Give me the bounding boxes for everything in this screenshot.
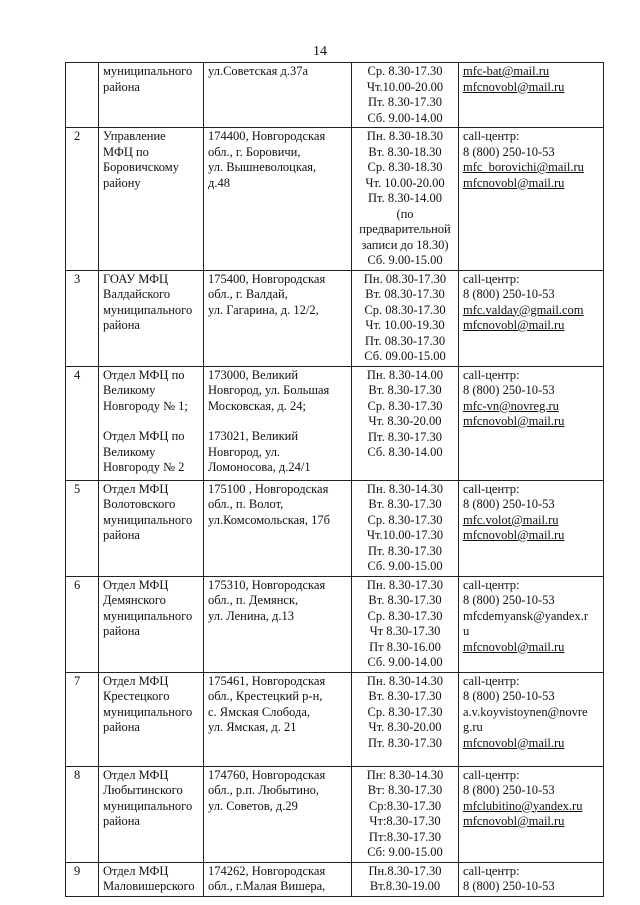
- contact-line[interactable]: mfclubitino@yandex.ru: [463, 798, 583, 813]
- hours-line: Ср. 8.30-18.30: [367, 160, 443, 174]
- address-line: 174262, Новгородская: [208, 863, 326, 878]
- contact-line[interactable]: mfcnovobl@mail.ru: [463, 639, 565, 654]
- contact-line[interactable]: mfc-bat@mail.ru: [463, 64, 550, 78]
- table-row: [66, 63, 604, 128]
- hours-line: Вт. 8.30-17.30: [368, 689, 442, 703]
- hours-line: Вт. 8.30-18.30: [368, 144, 442, 159]
- hours-cell: [352, 480, 459, 576]
- hours-cell: [352, 63, 459, 128]
- office-name-line: муниципального: [103, 512, 193, 527]
- hours-line: Чт:8.30-17.30: [369, 814, 441, 828]
- office-name-line: района: [103, 318, 140, 332]
- contact-line: call-центр:: [463, 367, 520, 382]
- hours-line: Пт. 8.30-17.30: [368, 735, 442, 750]
- office-name-cell: [99, 766, 204, 862]
- table-row: [66, 270, 604, 366]
- contacts-cell: [459, 128, 604, 271]
- contact-line: call-центр:: [463, 129, 520, 143]
- contact-line: 8 (800) 250-10-53: [463, 689, 555, 703]
- contact-line: call-центр:: [463, 271, 520, 286]
- address-line: 175100 , Новгородская: [208, 481, 329, 496]
- office-name-line: района: [103, 528, 140, 542]
- office-name-line: района: [103, 720, 140, 734]
- office-name-line: Отдел МФЦ: [103, 673, 169, 688]
- table-body: [66, 63, 604, 897]
- address-line: 173000, Великий: [208, 367, 299, 382]
- contact-line: 8 (800) 250-10-53: [463, 497, 555, 511]
- office-name-cell: [99, 672, 204, 766]
- row-number: 7: [66, 672, 99, 766]
- address-line: 174400, Новгородская: [208, 129, 326, 143]
- hours-line: Вт. 8.30-17.30: [368, 593, 442, 607]
- row-number: 4: [66, 366, 99, 480]
- contact-line[interactable]: mfc_borovichi@mail.ru: [463, 160, 584, 174]
- address-cell: [204, 480, 352, 576]
- table-row: [66, 576, 604, 672]
- office-name-line: Отдел МФЦ: [103, 577, 169, 592]
- hours-line: Сб. 9.00-15.00: [367, 559, 443, 573]
- table-row: [66, 480, 604, 576]
- address-line: ул. Вышневолоцкая,: [208, 160, 317, 174]
- hours-line: Сб. 9.00-14.00: [367, 110, 443, 125]
- office-name-line: Новгороду № 2: [103, 460, 185, 474]
- address-line: обл., п. Демянск,: [208, 593, 299, 607]
- spacer: [208, 414, 347, 429]
- office-name-line: Отдел МФЦ: [103, 481, 169, 496]
- office-name-line: Любытинского: [103, 783, 183, 797]
- address-cell: [204, 128, 352, 271]
- address-line: 175400, Новгородская: [208, 271, 326, 286]
- contacts-cell: [459, 270, 604, 366]
- address-line: ул. Гагарина, д. 12/2,: [208, 302, 319, 317]
- row-number: 8: [66, 766, 99, 862]
- row-number: 6: [66, 576, 99, 672]
- contact-line[interactable]: mfcnovobl@mail.ru: [463, 814, 565, 828]
- office-name-line: муниципального: [103, 608, 193, 623]
- address-line: с. Ямская Слобода,: [208, 704, 311, 719]
- office-name-cell: [99, 480, 204, 576]
- row-number: 5: [66, 480, 99, 576]
- hours-line: Пн. 8.30-18.30: [366, 129, 444, 143]
- address-line: 173021, Великий: [208, 429, 299, 443]
- address-line: ул.Комсомольская, 17б: [208, 512, 331, 527]
- hours-line: Ср. 8.30-17.30: [367, 704, 443, 719]
- hours-line: Вт.8.30-19.00: [369, 879, 441, 893]
- address-cell: [204, 862, 352, 896]
- hours-line: Чт.10.00-20.00: [366, 79, 444, 94]
- office-name-line: МФЦ по: [103, 144, 149, 159]
- hours-line: Чт. 10.00-20.00: [365, 175, 445, 190]
- address-line: ул. Ямская, д. 21: [208, 720, 297, 734]
- office-name-line: Волотовского: [103, 497, 176, 511]
- hours-line: Ср. 8.30-17.30: [367, 398, 443, 413]
- office-name-line: муниципального: [103, 302, 193, 317]
- office-name-line: Маловишерского: [103, 879, 195, 893]
- address-cell: [204, 270, 352, 366]
- contact-line: mfcdemyansk@yandex.r: [463, 608, 589, 623]
- hours-cell: [352, 576, 459, 672]
- page-number: 14: [313, 44, 327, 59]
- hours-line: Чт 8.30-17.30: [369, 624, 441, 638]
- table-row: [66, 862, 604, 896]
- hours-line: Пн: 8.30-14.30: [366, 767, 444, 782]
- address-line: ул.Советская д.37а: [208, 64, 309, 78]
- hours-line: Ср. 8.30-17.30: [367, 608, 443, 623]
- address-cell: [204, 366, 352, 480]
- hours-line: записи до 18.30): [361, 237, 449, 252]
- office-name-line: муниципального: [103, 704, 193, 719]
- hours-line: Пт. 8.30-17.30: [368, 429, 442, 444]
- address-line: 175310, Новгородская: [208, 577, 326, 592]
- table-row: [66, 766, 604, 862]
- hours-line: Ср. 8.30-17.30: [367, 64, 443, 78]
- office-name-line: Великому: [103, 383, 156, 397]
- hours-line: Сб: 9.00-15.00: [367, 845, 443, 859]
- contacts-cell: [459, 862, 604, 896]
- address-line: обл., г. Боровичи,: [208, 144, 301, 159]
- office-name-cell: [99, 63, 204, 128]
- contacts-cell: [459, 766, 604, 862]
- hours-line: Пн. 8.30-14.00: [366, 367, 444, 382]
- address-line: 174760, Новгородская: [208, 767, 326, 782]
- address-line: ул. Советов, д.29: [208, 798, 298, 813]
- hours-line: Вт. 8.30-17.30: [368, 497, 442, 511]
- contact-line: call-центр:: [463, 863, 520, 878]
- hours-line: Пн. 8.30-14.30: [366, 673, 444, 688]
- office-name-line: Отдел МФЦ по: [103, 429, 185, 443]
- contact-line[interactable]: mfcnovobl@mail.ru: [463, 735, 565, 750]
- address-line: 175461, Новгородская: [208, 673, 326, 688]
- contacts-cell: [459, 63, 604, 128]
- contact-line[interactable]: mfc-vn@novreg.ru: [463, 398, 559, 413]
- office-name-line: района: [103, 79, 140, 94]
- office-name-line: района: [103, 624, 140, 638]
- hours-line: Пн. 8.30-14.30: [366, 481, 444, 496]
- contact-line: call-центр:: [463, 673, 520, 688]
- hours-cell: [352, 366, 459, 480]
- contact-line[interactable]: mfc.valday@gmail.com: [463, 302, 584, 317]
- row-number: 3: [66, 270, 99, 366]
- office-name-line: муниципального: [103, 798, 193, 813]
- mfc-offices-table: [65, 62, 604, 897]
- office-name-line: Новгороду № 1;: [103, 398, 188, 413]
- contact-line: call-центр:: [463, 767, 520, 782]
- contact-line: call-центр:: [463, 577, 520, 592]
- hours-line: Пт:8.30-17.30: [368, 829, 442, 844]
- contact-line: 8 (800) 250-10-53: [463, 783, 555, 797]
- hours-cell: [352, 128, 459, 271]
- contact-line: a.v.koyvistoynen@novre: [463, 704, 588, 719]
- hours-line: Пт. 8.30-14.00: [368, 191, 442, 205]
- office-name-cell: [99, 862, 204, 896]
- hours-line: Пт. 8.30-17.30: [368, 95, 442, 109]
- address-cell: [204, 63, 352, 128]
- hours-line: Ср:8.30-17.30: [368, 798, 442, 813]
- address-line: Ломоносова, д.24/1: [208, 460, 311, 474]
- table-row: [66, 672, 604, 766]
- address-line: Новгород, ул.: [208, 444, 281, 459]
- hours-line: Пн.8.30-17.30: [368, 863, 442, 878]
- contacts-cell: [459, 366, 604, 480]
- contact-line[interactable]: mfc.volot@mail.ru: [463, 512, 559, 527]
- office-name-line: Отдел МФЦ по: [103, 367, 185, 382]
- contact-line: 8 (800) 250-10-53: [463, 287, 555, 301]
- address-cell: [204, 766, 352, 862]
- contact-line: u: [463, 624, 470, 638]
- contact-line[interactable]: mfcnovobl@mail.ru: [463, 528, 565, 542]
- address-line: обл., п. Волот,: [208, 497, 284, 511]
- hours-line: Сб. 9.00-15.00: [367, 253, 443, 267]
- contacts-cell: [459, 672, 604, 766]
- hours-line: Сб. 8.30-14.00: [367, 445, 443, 459]
- hours-line: Вт: 8.30-17.30: [367, 783, 443, 797]
- hours-line: Чт. 8.30-20.00: [368, 720, 442, 734]
- office-name-line: Управление: [103, 129, 166, 143]
- hours-line: Пт. 8.30-17.30: [368, 543, 442, 558]
- office-name-line: муниципального: [103, 64, 193, 78]
- office-name-line: района: [103, 814, 140, 828]
- address-line: ул. Ленина, д.13: [208, 608, 294, 623]
- row-number: [66, 63, 99, 128]
- hours-cell: [352, 766, 459, 862]
- address-line: обл., г.Малая Вишера,: [208, 879, 326, 893]
- address-line: д.48: [208, 175, 230, 190]
- address-line: Московская, д. 24;: [208, 398, 306, 413]
- hours-line: Пт 8.30-16.00: [369, 639, 441, 654]
- row-number: 2: [66, 128, 99, 271]
- contact-line[interactable]: mfcnovobl@mail.ru: [463, 318, 565, 332]
- spacer: [103, 414, 199, 429]
- address-line: Новгород, ул. Большая: [208, 383, 330, 397]
- hours-line: Чт.10.00-17.30: [366, 528, 444, 542]
- hours-line: Чт. 8.30-20.00: [368, 414, 442, 428]
- hours-line: Пн. 8.30-17.30: [366, 577, 444, 592]
- hours-line: Сб. 09.00-15.00: [364, 349, 446, 363]
- contact-line: call-центр:: [463, 481, 520, 496]
- office-name-cell: [99, 270, 204, 366]
- office-name-cell: [99, 366, 204, 480]
- contact-line[interactable]: mfcnovobl@mail.ru: [463, 175, 565, 190]
- office-name-line: Демянского: [103, 593, 166, 607]
- office-name-line: Отдел МФЦ: [103, 863, 169, 878]
- hours-cell: [352, 672, 459, 766]
- hours-line: (по: [396, 206, 414, 221]
- contact-line[interactable]: mfcnovobl@mail.ru: [463, 79, 565, 94]
- office-name-cell: [99, 576, 204, 672]
- hours-cell: [352, 270, 459, 366]
- table-row: [66, 128, 604, 271]
- office-name-line: Великому: [103, 444, 156, 459]
- hours-line: Сб. 9.00-14.00: [367, 655, 443, 669]
- hours-line: Пт. 08.30-17.30: [364, 333, 446, 348]
- office-name-cell: [99, 128, 204, 271]
- address-cell: [204, 672, 352, 766]
- hours-line: Пн. 08.30-17.30: [363, 271, 447, 286]
- address-line: обл., г. Валдай,: [208, 287, 288, 301]
- contact-line: 8 (800) 250-10-53: [463, 593, 555, 607]
- office-name-line: Валдайского: [103, 287, 171, 301]
- office-name-line: Боровичскому: [103, 160, 179, 174]
- hours-line: Вт. 8.30-17.30: [368, 383, 442, 397]
- row-number: 9: [66, 862, 99, 896]
- office-name-line: ГОАУ МФЦ: [103, 271, 169, 286]
- contacts-cell: [459, 576, 604, 672]
- office-name-line: Крестецкого: [103, 689, 170, 703]
- contacts-cell: [459, 480, 604, 576]
- office-name-line: району: [103, 175, 141, 190]
- address-line: обл., Крестецкий р-н,: [208, 689, 323, 703]
- table-row: [66, 366, 604, 480]
- hours-line: Ср. 08.30-17.30: [364, 302, 446, 317]
- office-name-line: Отдел МФЦ: [103, 767, 169, 782]
- contact-line[interactable]: mfcnovobl@mail.ru: [463, 414, 565, 428]
- hours-line: предварительной: [359, 222, 451, 236]
- hours-line: Ср. 8.30-17.30: [367, 512, 443, 527]
- contact-line: 8 (800) 250-10-53: [463, 383, 555, 397]
- contact-line: g.ru: [463, 720, 483, 734]
- address-cell: [204, 576, 352, 672]
- contact-line: 8 (800) 250-10-53: [463, 144, 555, 159]
- hours-line: Вт. 08.30-17.30: [365, 287, 445, 301]
- hours-line: Чт. 10.00-19.30: [365, 318, 445, 332]
- address-line: обл., р.п. Любытино,: [208, 783, 320, 797]
- hours-cell: [352, 862, 459, 896]
- contact-line: 8 (800) 250-10-53: [463, 879, 555, 893]
